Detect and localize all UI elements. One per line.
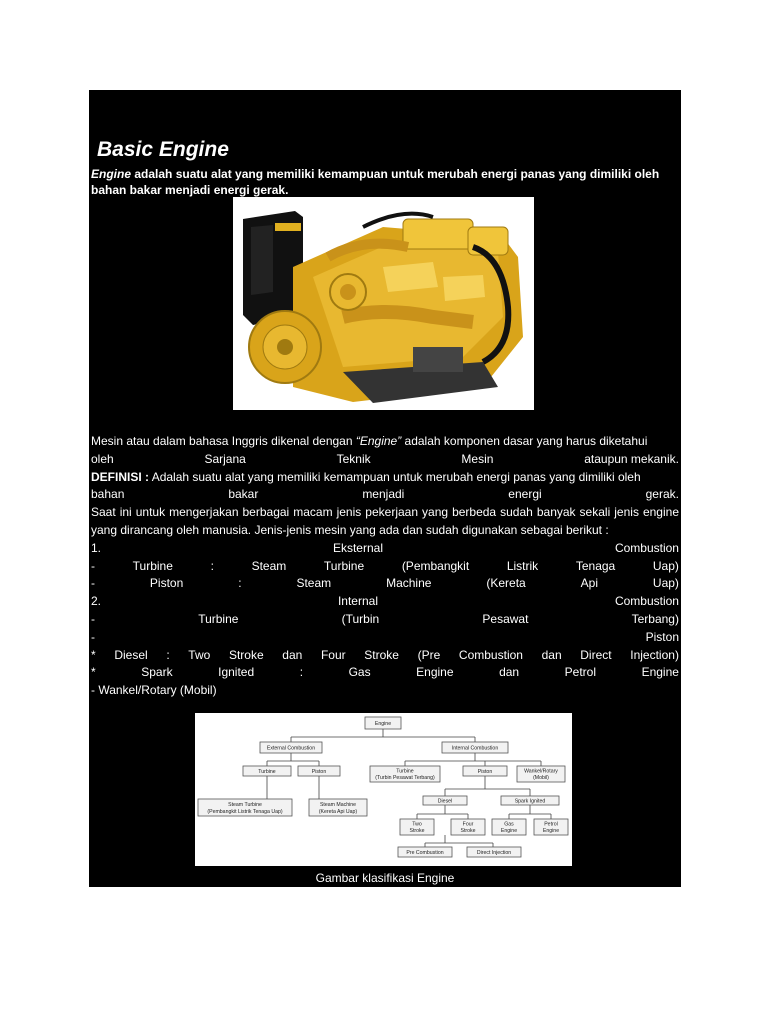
node-pre-combustion: Pre Combustion [406,850,444,856]
node-two-stroke-sub: Stroke [409,828,425,834]
node-int-turbine: Turbine [396,768,414,775]
node-int-piston: Piston [477,769,493,775]
list-line [91,558,679,576]
list-word: (Kereta [486,576,526,591]
list-word: - [91,611,95,626]
engine-tree-diagram [195,713,572,866]
list-word: Terbang) [631,611,679,626]
list-word: - [91,576,95,591]
node-gas-engine-sub: Engine [500,828,518,834]
node-wankel-sub: (Mobil) [533,775,549,781]
definition-label: DEFINISI : [91,469,150,484]
body-word: bahan [91,487,125,502]
list-word: Piston [645,629,679,644]
engine-illustration [233,197,534,410]
list-word: Petrol [564,665,597,680]
classification-diagram [195,713,572,866]
node-external: External Combustion [266,745,316,752]
list-line [91,647,679,665]
node-steam-machine-sub: (Kereta Api Uap) [318,809,358,815]
list-line [91,664,679,682]
list-word: : [210,558,214,573]
node-steam-turbine-sub: (Pembangkit Listrik Tenaga Uap) [207,809,283,815]
list-word: Uap) [652,576,679,591]
document-panel [89,90,681,887]
list-word: - [91,558,95,573]
body-word: gerak. [645,487,679,502]
list-word: Combustion [614,594,679,609]
node-petrol-engine-sub: Engine [542,828,560,834]
intro-paragraph [91,166,679,198]
body-line-4 [91,486,679,504]
list-word: : [166,647,170,662]
list-word: Combustion [614,540,679,555]
list-word: : [299,665,304,680]
list-word: Eksternal [332,540,383,555]
list-word: Pesawat [482,611,529,626]
body-word: ataupun mekanik. [584,451,679,466]
node-four-stroke-sub: Stroke [460,828,476,834]
paragraph-2: Saat ini untuk mengerjakan berbagai macam jenis pekerjaan yang berbeda sudah banyak sekali jenis engine yang dirancang oleh manusia. Jenis-jenis mesin yang ada dan sudah digunakan sebagai berikut : [91,505,679,537]
list-word: Listrik [506,558,539,573]
node-steam-machine: Steam Machine [319,802,357,808]
list-word: Turbine [198,611,239,626]
body-word: Sarjana [204,451,246,466]
list-word: Stroke [364,647,399,662]
node-int-turbine-sub: (Turbin Pesawat Terbang) [375,775,435,781]
list-word: (Turbin [341,611,380,626]
node-direct-injection: Direct Injection [476,850,512,856]
node-two-stroke: Two [412,821,422,828]
node-wankel: Wankel/Rotary [524,768,558,775]
list-word: Four [320,647,346,662]
body-word: menjadi [362,487,405,502]
body-line-2 [91,451,679,469]
intro-term: Engine [91,167,132,181]
list-word: 2. [91,594,102,609]
list-word: Gas [348,665,371,680]
list-word: * [91,647,96,662]
body-word: Mesin [461,451,494,466]
body-line-1 [91,433,679,451]
figure-caption: Gambar klasifikasi Engine [315,871,455,885]
engine-photo [233,197,534,410]
last-line: - Wankel/Rotary (Mobil) [91,683,217,698]
node-four-stroke: Four [462,821,474,828]
list-word: * [91,665,96,680]
list-word: Steam [296,576,332,591]
node-spark: Spark Ignited [514,798,546,805]
list-line [91,593,679,611]
list-word: Injection) [630,647,679,662]
list-word: Ignited [218,665,255,680]
body-word: energi [508,487,542,502]
node-engine: Engine [374,721,392,727]
list-word: Machine [386,576,432,591]
list-word: Engine [416,665,454,680]
list-word: (Pre [417,647,441,662]
list-word: : [238,576,242,591]
node-internal: Internal Combustion [451,745,499,752]
list-line [91,575,679,593]
list-word: Diesel [114,647,148,662]
body-line-1-post: adalah komponen dasar yang harus diketahui [401,434,648,448]
definition-text: Adalah suatu alat yang memiliki kemampuan untuk merubah energi panas yang dimiliki oleh [149,469,641,484]
list-word: Steam [251,558,287,573]
list-word: Spark [141,665,173,680]
list-word: Engine [641,665,679,680]
list-word: dan [282,647,303,662]
list-word: Combustion [458,647,523,662]
node-ext-piston: Piston [311,769,327,775]
list-line [91,611,679,629]
node-petrol-engine: Petrol [544,821,558,828]
list-word: dan [541,647,562,662]
intro-text: adalah suatu alat yang memiliki kemampuan untuk merubah energi panas yang dimiliki oleh bahan bakar menjadi energi gerak. [91,167,660,197]
list-word: - [91,629,95,644]
engine-quote: “Engine” [355,434,402,448]
body-word: bakar [228,487,259,502]
list-word: Direct [580,647,612,662]
node-diesel: Diesel [437,798,453,805]
list-word: Turbine [323,558,365,573]
list-word: Uap) [652,558,679,573]
node-gas-engine: Gas [504,821,514,828]
engine-type-list [91,540,679,682]
list-word: 1. [91,540,102,555]
list-word: Turbine [132,558,173,573]
node-steam-turbine: Steam Turbine [228,802,262,808]
list-word: Two [188,647,211,662]
list-line [91,629,679,647]
page-title: Basic Engine [97,138,229,161]
body-text [91,433,679,700]
list-word: dan [499,665,520,680]
definition-line [91,469,679,487]
list-word: Internal [337,594,378,609]
list-line [91,540,679,558]
node-ext-turbine: Turbine [258,769,276,775]
body-word: oleh [91,451,114,466]
body-line-1-pre: Mesin atau dalam bahasa Inggris dikenal dengan [91,434,356,448]
list-word: (Pembangkit [401,558,470,573]
list-word: Stroke [228,647,264,662]
list-word: Tenaga [575,558,616,573]
body-word: Teknik [336,451,371,466]
list-word: Piston [149,576,184,591]
list-word: Api [580,576,598,591]
